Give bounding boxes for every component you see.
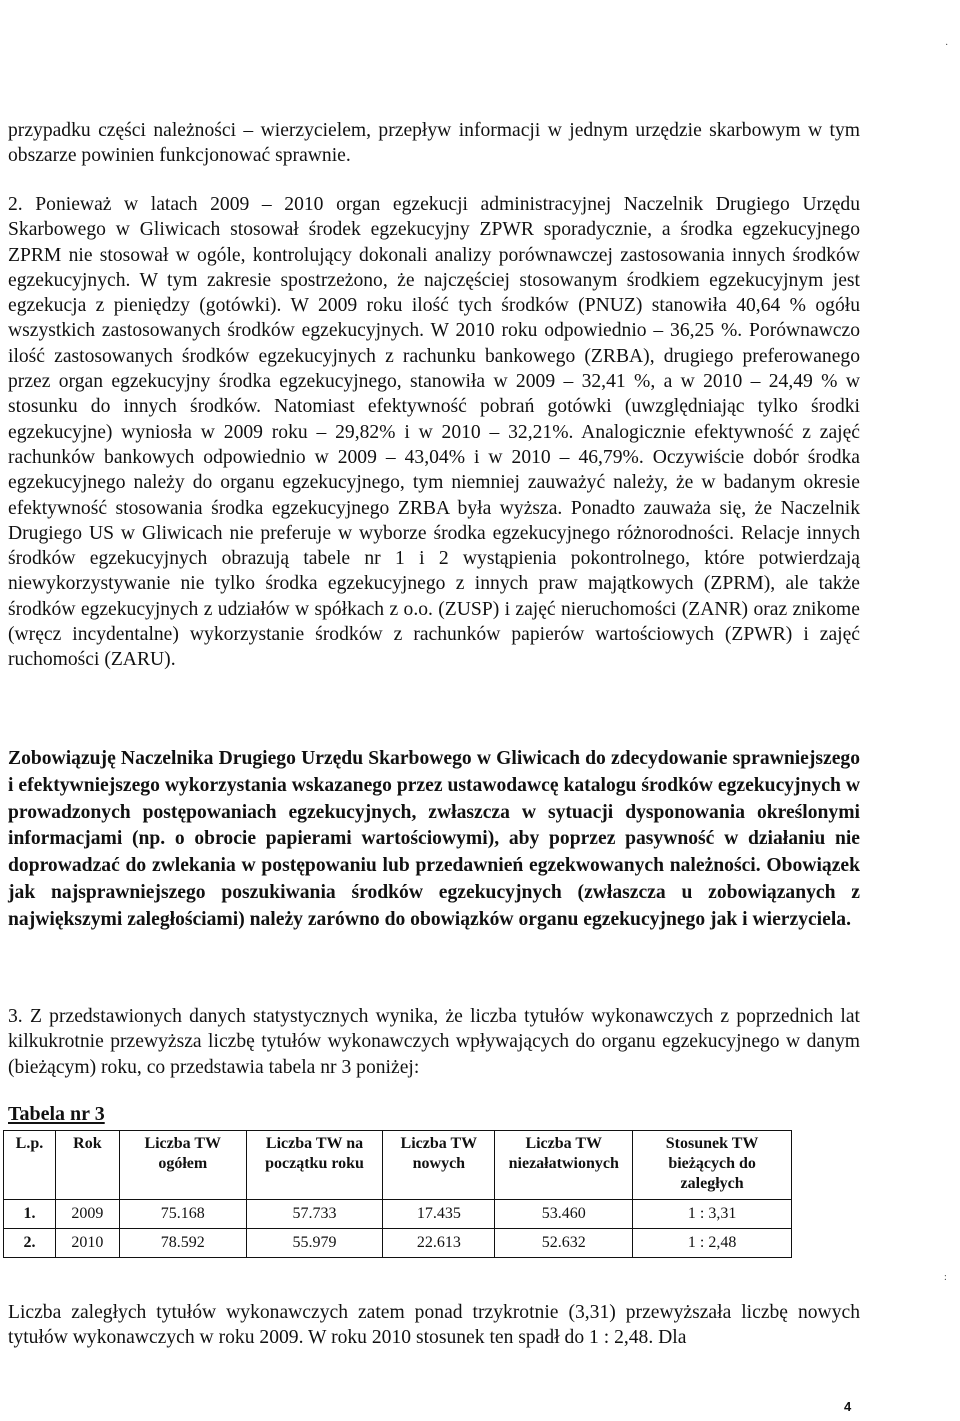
header-rok: Rok — [55, 1131, 119, 1200]
cell-ogolem: 78.592 — [119, 1229, 246, 1258]
paragraph-point-2: 2. Ponieważ w latach 2009 – 2010 organ egzekucji administracyjnej Naczelnik Drugiego Urzędu Skarbowego w Gliwicach stosował środek egzekucyjny ZPWR sporadycznie, a środka egzekucyjnego ZPRM nie stosował w ogóle, kontrolujący dokonali analizy porównawczej zastosowania innych środków egzekucyjnych. W tym zakresie spostrzeżono, że najczęściej stosowanym środkiem egzekucyjnym jest egzekucja z pieniędzy (gotówki). W 2009 roku ilość tych środków (PNUZ) stanowiła 40,64 % ogółu wszystkich zastosowanych środków egzekucyjnych. W 2010 roku odpowiednio – 36,25 %. Porównawczo ilość zastosowanych środków egzekucyjnych z rachunku bankowego (ZRBA), drugiego preferowanego przez organ egzekucyjny środka egzekucyjnego, stanowiła w 2009 – 32,41 %, a w 2010 – 24,49 % w stosunku do innych środków. Natomiast efektywność pobrań gotówki (uwzględniając tylko środki egzekucyjne) wyniosła w 2009 roku – 29,82% i w 2010 – 32,21%. Analogicznie efektywność z zajęć rachunków bankowych odpowiednio w 2009 – 43,04% i w 2010 – 46,79%. Oczywiście dobór środka egzekucyjnego należy do organu egzekucyjnego, tym niemniej zauważyć należy, że w badanym okresie efektywność stosowania środka egzekucyjnego ZRBA była wyższa. Ponadto zauważa się, że Naczelnik Drugiego US w Gliwicach nie preferuje w wyborze środka egzekucyjnego różnorodności. Relacje innych środków egzekucyjnych obrazują tabele nr 1 i 2 wystąpienia pokontrolnego, które potwierdzają niewykorzystywanie nie tylko środka egzekucyjnego z innych praw majątkowych (ZPRM), ale także środków egzekucyjnych z udziałów w spółkach z o.o. (ZUSP) i zajęć nieruchomości (ZANR) oraz znikome (wręcz incydentalne) wykorzystanie środków z rachunków papierów wartościowych (ZPWR) i zajęć ruchomości (ZARU). — [8, 194, 860, 671]
table-row — [4, 1200, 792, 1229]
cell-poczatek: 55.979 — [246, 1229, 383, 1258]
paragraph-point-3: 3. Z przedstawionych danych statystycznych wynika, że liczba tytułów wykonawczych z poprzednich lat kilkukrotnie przewyższa liczbę tytułów wykonawczych wpływających do organu egzekucyjnego w danym (bieżącym) roku, co przedstawia tabela nr 3 poniżej: — [8, 1006, 860, 1078]
cell-nowe: 22.613 — [383, 1229, 495, 1258]
cell-rok: 2010 — [55, 1229, 119, 1258]
header-ogolem: Liczba TW ogółem — [119, 1131, 246, 1200]
table-title: Tabela nr 3 — [8, 1103, 105, 1125]
header-nowe: Liczba TW nowych — [383, 1131, 495, 1200]
cell-nowe: 17.435 — [383, 1200, 495, 1229]
statistics-table — [3, 1130, 792, 1258]
cell-rok: 2009 — [55, 1200, 119, 1229]
scan-speck: : — [944, 1272, 947, 1283]
header-stosunek: Stosunek TW bieżących do zaległych — [633, 1131, 792, 1200]
cell-stosunek: 1 : 2,48 — [633, 1229, 792, 1258]
paragraph-conclusion: Liczba zaległych tytułów wykonawczych zatem ponad trzykrotnie (3,31) przewyższała liczbę nowych tytułów wykonawczych w roku 2009. W roku 2010 stosunek ten spadł do 1 : 2,48. Dla — [8, 1302, 860, 1349]
cell-niezalatwione: 52.632 — [495, 1229, 633, 1258]
scan-speck: · — [945, 40, 949, 51]
header-poczatek: Liczba TW na początku roku — [246, 1131, 383, 1200]
header-niezalatwione: Liczba TW niezałatwionych — [495, 1131, 633, 1200]
cell-niezalatwione: 53.460 — [495, 1200, 633, 1229]
table-header-row — [4, 1131, 792, 1200]
cell-ogolem: 75.168 — [119, 1200, 246, 1229]
cell-lp: 1. — [4, 1200, 56, 1229]
header-lp: L.p. — [4, 1131, 56, 1200]
page-number: 4 — [844, 1399, 852, 1414]
paragraph-continuation: przypadku części należności – wierzycielem, przepływ informacji w jednym urzędzie skarbowym w tym obszarze powinien funkcjonować sprawnie. — [8, 120, 860, 167]
cell-lp: 2. — [4, 1229, 56, 1258]
cell-poczatek: 57.733 — [246, 1200, 383, 1229]
table-row — [4, 1229, 792, 1258]
cell-stosunek: 1 : 3,31 — [633, 1200, 792, 1229]
paragraph-obligation: Zobowiązuję Naczelnika Drugiego Urzędu Skarbowego w Gliwicach do zdecydowanie sprawniejszego i efektywniejszego wykorzystania wskazanego przez ustawodawcę katalogu środków egzekucyjnych w prowadzonych postępowaniach egzekucyjnych, zwłaszcza w sytuacji dysponowania określonymi informacjami (np. o obrocie papierami wartościowymi), aby poprzez pasywność w działaniu nie doprowadzać do zwlekania w postępowaniu lub przedawnień egzekwowanych należności. Obowiązek jak najsprawniejszego poszukiwania środków egzekucyjnych (zwłaszcza u zobowiązanych z największymi zaległościami) należy zarówno do obowiązków organu egzekucyjnego jak i wierzyciela. — [8, 748, 860, 930]
